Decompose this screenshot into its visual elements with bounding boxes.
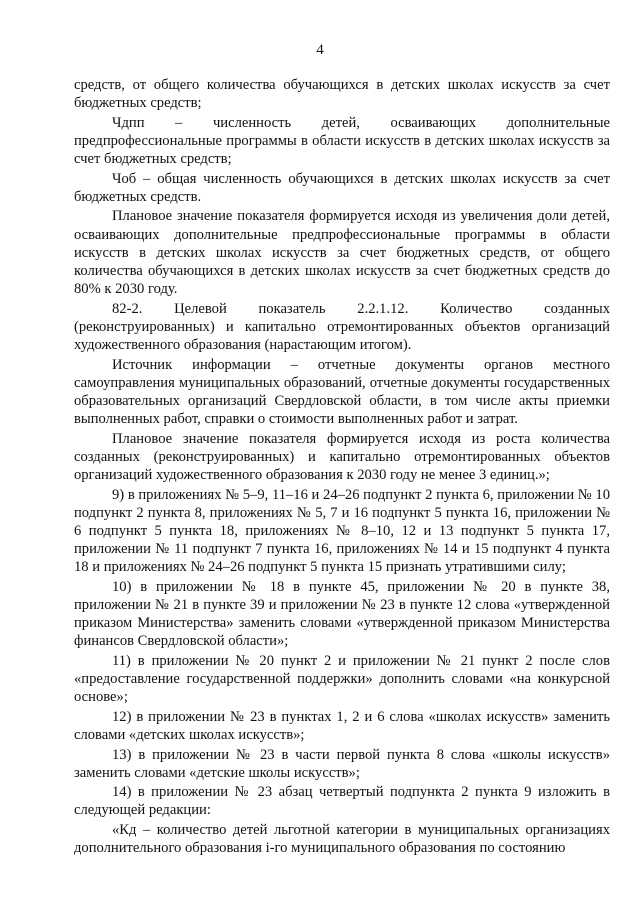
paragraph: 82-2. Целевой показатель 2.2.1.12. Количество созданных (реконструированных) и капитально отремонтированных объектов организаций художественного образования (нарастающим итогом). — [74, 300, 610, 354]
paragraph: Плановое значение показателя формируется исходя из увеличения доли детей, осваивающих дополнительные предпрофессиональные программы в области искусств в детских школах искусств за счет бюджетных средств, от общего количества обучающихся в детских школах искусств за счет бюджетных средств до 80% к 2030 году. — [74, 208, 610, 298]
paragraph: 9) в приложениях № 5–9, 11–16 и 24–26 подпункт 2 пункта 6, приложении № 10 подпункт 2 пункта 8, приложениях № 5, 7 и 16 подпункт 5 пункта 16, приложении № 6 подпункт 5 пункта 18, приложениях № 8–10, 12 и 13 подпункт 5 пункта 17, приложении № 11 подпункт 7 пункта 16, приложениях № 14 и 15 подпункт 4 пункта 18 и приложениях № 24–26 подпункт 5 пункта 15 признать утратившими силу; — [74, 486, 610, 576]
paragraph: 14) в приложении № 23 абзац четвертый подпункта 2 пункта 9 изложить в следующей редакции: — [74, 784, 610, 819]
paragraph: 12) в приложении № 23 в пунктах 1, 2 и 6 слова «школах искусств» заменить словами «детских школах искусств»; — [74, 708, 610, 744]
paragraph: «Кд – количество детей льготной категории в муниципальных организациях дополнительного образования i-го муниципального образования по состоянию — [74, 821, 610, 857]
paragraph: средств, от общего количества обучающихся в детских школах искусств за счет бюджетных средств; — [74, 77, 610, 112]
paragraph: 11) в приложении № 20 пункт 2 и приложении № 21 пункт 2 после слов «предоставление государственной поддержки» дополнить словами «на конкурсной основе»; — [74, 652, 610, 706]
page-number: 4 — [316, 42, 324, 58]
document-body — [74, 76, 610, 859]
paragraph: Источник информации – отчетные документы органов местного самоуправления муниципальных образований, отчетные документы государственных образовательных организаций Свердловской области, в том числе акты приемки выполненных работ, справки о стоимости выполненных работ и затрат. — [74, 356, 610, 428]
paragraph: 10) в приложении № 18 в пункте 45, приложении № 20 в пункте 38, приложении № 21 в пункте 39 и приложении № 23 в пункте 12 слова «утвержденной приказом Министерства» заменить словами «утвержденной приказом Министерства финансов Свердловской области»; — [74, 578, 610, 650]
paragraph: Чоб – общая численность обучающихся в детских школах искусств за счет бюджетных средств. — [74, 170, 610, 205]
paragraph: Чдпп – численность детей, осваивающих дополнительные предпрофессиональные программы в области искусств в детских школах искусств за счет бюджетных средств; — [74, 114, 610, 168]
paragraph: 13) в приложении № 23 в части первой пункта 8 слова «школы искусств» заменить словами «детские школы искусств»; — [74, 746, 610, 781]
paragraph: Плановое значение показателя формируется исходя из роста количества созданных (реконструированных) и капитально отремонтированных объектов организаций художественного образования к 2030 году не менее 3 единиц.»; — [74, 430, 610, 484]
